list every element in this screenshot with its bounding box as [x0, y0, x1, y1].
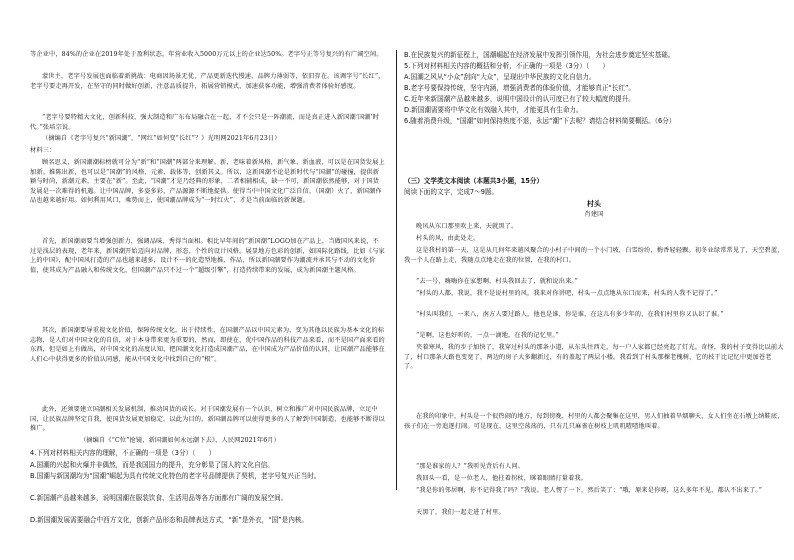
story-paragraph: “去一号，嗨嗨你在家想啊，村头我回去了，就和说出来。” [416, 278, 578, 285]
paragraph: 首先，新国潮商要当增强创新力，强调品味、秀得当面相。相比早年间的“新国潮”LOGO加在产品上，当做国风来说，不过是浅层的表现，老年来，新国潮开始迈向对品牌、形态、个性的设计风格。展显地方色彩的创新，如国际化路线，比如《与家上的中国》，配中国风打造的产品也越来越多，设计不一的化造型地推、作品，所以新国潮要作为潮流并承其与不动的文化价值，使其成为产品融入和传统文化，但国潮产品只不过一个“超级引擎”，打造持续带来的发展，成为新国潮主题风格。 [30, 238, 385, 274]
story-paragraph: 我回头一看，是一位老人，他拄着拐杖，眯着眼睛打量着我。 [416, 475, 588, 482]
paragraph: 蒙世主，老字号发展也面临着新挑战：电商因场景无优、产品更新迭代慢速、品牌力薄弱等，依旧存在。该调字号“长红”，老字号要走再开发，在坚守的同时做好创新，注意品质提升，拓展营销模式，加速获客功能，增强消费者体验好感度。 [30, 73, 385, 90]
story-paragraph: “我是你的邻居啊，你不记得我了吗？”我说。老人愣了一下，然后笑了：“哦，原来是你呀，这么多年不见，都认不出来了。” [416, 487, 763, 494]
source-citation: （摘编自《老字号复兴“新国潮”，“网红”如何变“长红”？》光明网2021年6月23日） [42, 135, 281, 142]
paragraph: 此外，还须要建立国潮相关发展机制，推动国货的成长。对于国潮发展有一个认识，树立和推广对中国民族品牌，立足中国，让民族品牌坚定自我，使国货发展更加稳定。以此为目的，新国潮品牌可以使得更多的人了解到中国制造，也能够不断得以推广。 [30, 406, 385, 433]
option-c: C.新国潮产品越来越多，说明国潮在服装饮食、生活用品等各方面都有广阔的发展空间。 [30, 494, 288, 502]
option-a: A.国潮的兴起和火爆并非偶然，而是我国国力的提升，充分彰显了国人的文化自信。 [30, 461, 274, 469]
story-paragraph: 在我的印象中，村头是一个很热闹的地方，每到傍晚，村里的人都会聚集在这里，男人们抽着旱烟聊天，女人们坐在石墩上纳鞋底，孩子们在一旁追逐打闹。可是现在，这里空荡荡的，只有几只麻雀在树枝上叽叽喳喳地叫着。 [404, 413, 784, 430]
quote-paragraph: “老字号要特精大文化，创新科技、强大制造和广东布局融合在一起，才不会只是一阵潮流，而是真正进入新国潮‘国潮’时代。”张培宗说。 [30, 114, 380, 131]
option-a: A.国潮之风从“小众”刮向“大众”，呈现出中华民族的文化自信力。 [404, 73, 596, 81]
option-d: D.新国潮需要将中华文化有效融入其中，才能更具有生命力。 [404, 106, 583, 114]
option-d: D.新国潮发展需要融合中西方文化，创新产品形态和品牌表达方式，“新”是外衣，“国”是内核。 [30, 516, 308, 524]
story-paragraph: 这是我村的第一天，这是从几何年来越风聚合的小村子中间的一个小门坡，白雪纷纷，梅香轻轻飘。初冬业绿常常见了，天空碧蓝，我一个人在路上走，我随点点地走在我的位置，在我的村口。 [404, 247, 784, 264]
option-b: B.在民族复兴的新征程上，国潮崛起在经济发展中发挥引领作用，为社会进步奠定坚实基础。 [404, 51, 675, 59]
option-b: B.国潮与新国潮均为“国潮”崛起为具有传统文化特色的老字号品牌提供了契机，老字号复兴正当时。 [30, 472, 321, 480]
question-6: 6.随着消费升级，“国潮”如何保持热度不退，永远“潮”下去呢？请结合材料简要概括。（6分） [404, 117, 676, 125]
story-paragraph: 村头的风，由此处走。 [416, 235, 480, 242]
story-paragraph: “村头的人都，我说，我不是说村里的风，我来对你讲吧，村头一点点地从东口而来，村头的人我不记得了。” [416, 290, 718, 297]
story-paragraph: 晚风从东口那里吹上来，天就黑了。 [416, 223, 518, 230]
column-divider [396, 50, 397, 490]
source-citation: （摘编自《“C位”抢镜，新国潮如何永远潮下去》，人民网2021年6月） [80, 437, 280, 444]
paragraph: 等企业中，84%的企业在2019年处于盈利状态，年营业收入5000万元以上的企业达50%。老字号正等号复兴的有广阔空间。 [30, 51, 383, 58]
instructions: 阅读下面的文字，完成7～9题。 [404, 188, 499, 196]
story-paragraph: “那是谁家的人？”我听见背后有人问。 [416, 463, 525, 470]
story-paragraph: “是啊，这也好听的，一点一滴地，在我的记忆里。” [416, 332, 559, 339]
material-label: 材料三： [30, 147, 56, 154]
story-author: 肖建国 [584, 211, 604, 218]
paragraph: 其次，新国潮要导重视文化价值，保障传统文化。出于持续性，在国潮产品以中国元素为，变为其他以民族为基本文化的标志物，是人们对中国文化的自信，对于本身带来更为重要的，然而，即使在，优中国作品的科技产品来看，而不是国产面来看的东西，但是如上有做出，对中国文化的高度认知，把国潮文化打造成国潮产品，在中国成为产品价值的认同，让国潮产品能够在人们心中获得更多的价值认同感，能从中国文化中找到自己的“根”。 [30, 327, 385, 363]
paragraph: 顾名思义，新国潮潮标榜就可分为“新”和“国潮”两部分来理解。新，老味着新风格，新气象、新血液，可以是在国货发展上加新。推陈出新，也可以是“国潮”的风格、元素、载体等，创新其义。所以，这新国潮不论是新时代与“国潮”的碰撞，提供新颖与时尚，新潮元素，主要在“新”。至此，“国潮”才是乃经典的形象，二者相辅相成，缺一不可，新国潮依然能够，对于国货发展是一次难得的机遇。让中国品牌，多姿多彩，产品源源不断地提供。使得当中中国文化广泛自信。（国潮）火了，新国潮作品也越来越好用。如何利用风口，乘势而上，使国潮品牌成为“一时红火”，才是当前面临的新课题。 [30, 159, 385, 205]
story-paragraph: “村头叫我们，一来八，南方人要过路人，他也是谁，你是谁，在这儿有多少年的，在我们村里你又认识了谁。” [416, 311, 724, 318]
story-paragraph: 天黑了，我们一起走进了村里。 [416, 509, 505, 516]
question-4: 4.下列对材料相关内容的理解，不正确的一项是（3分）（ ） [30, 449, 216, 457]
section-title: （三）文学类文本阅读（本题共3小题，15分） [404, 177, 544, 185]
option-b: B.老字号要保持传统，坚守内涵，增强消费者的体验价值，才能够真正“长红”。 [404, 84, 636, 92]
story-paragraph: 夹着寒风，我的步子加快了，我穿过村头的那条小道，从东头往西走，每一户人家都已经亮起了灯光。奇怪，我的村子变得比以前大了，村口那条大路也变宽了，两边的房子大多翻新过，有的盖起了两层小楼。我看到了村头那棵老槐树，它的枝干比记忆中更加苍老了。 [404, 344, 784, 371]
option-c: C.近年来新国潮产品越来越多，说明中国设计的认可度已有了较大幅度的提升。 [404, 95, 635, 103]
story-title: 村头 [586, 199, 602, 208]
question-5: 5.下列对材料相关内容的概括和分析，不正确的一项是（3分）（ ） [404, 62, 609, 70]
